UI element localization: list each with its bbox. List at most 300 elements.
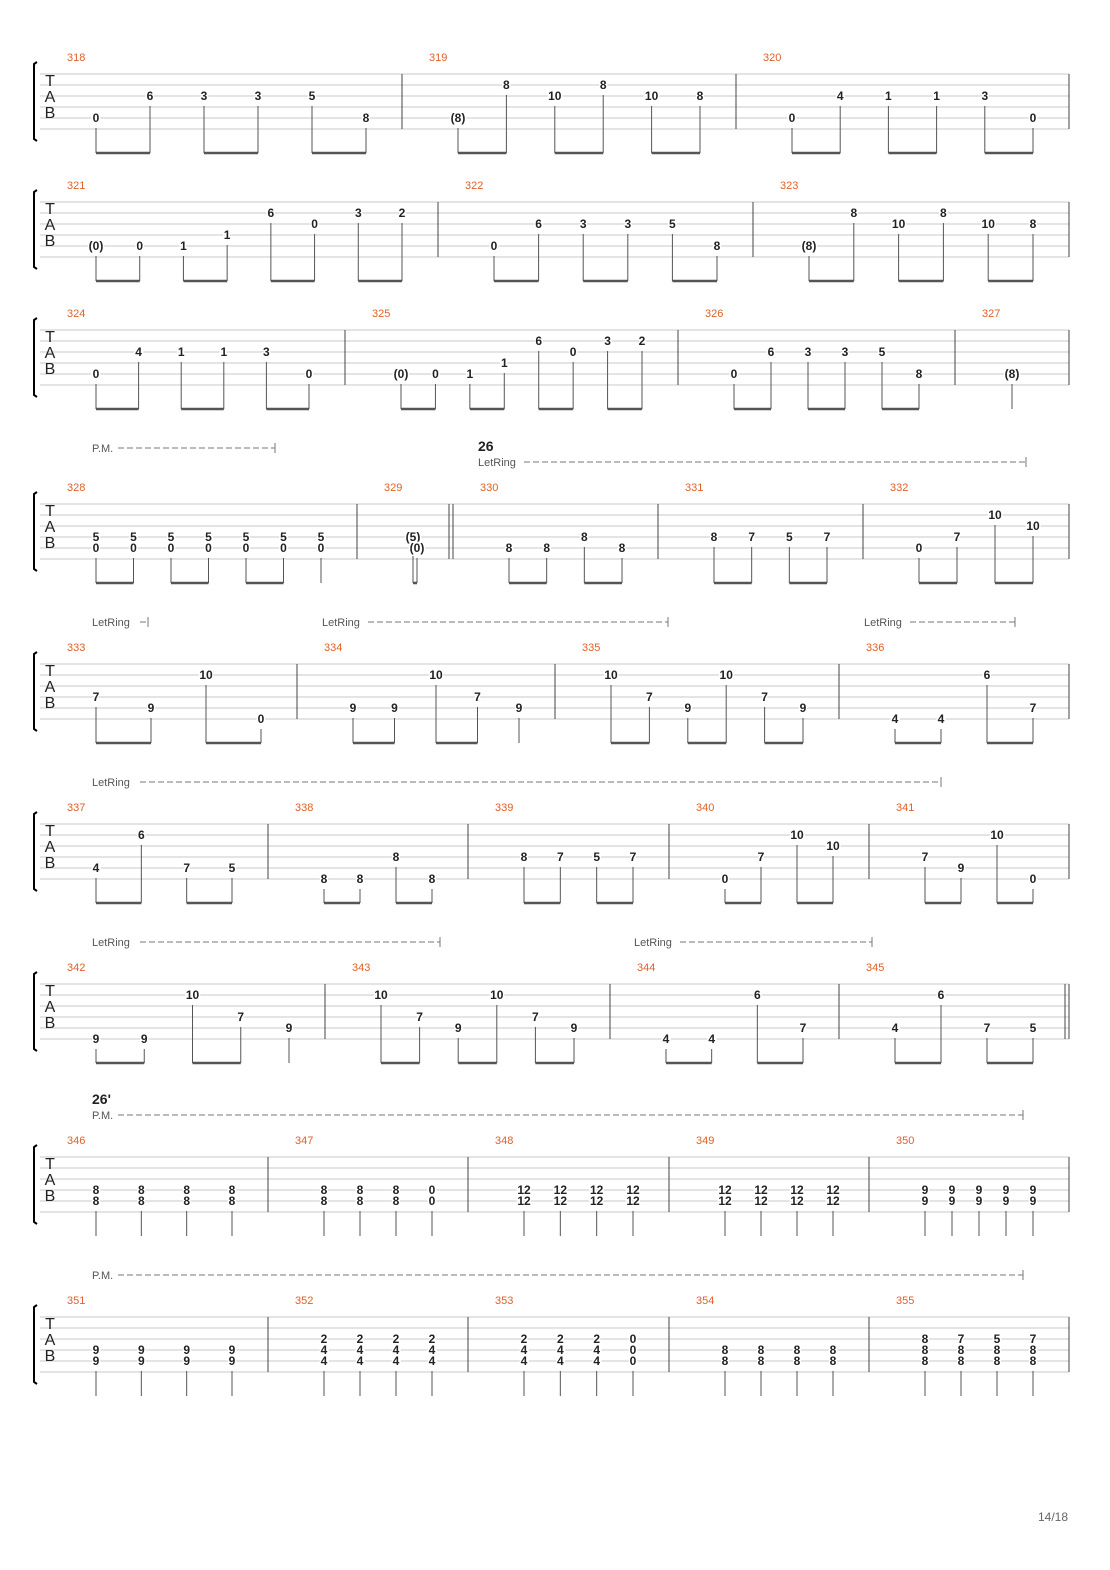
measure-number: 332: [890, 482, 909, 494]
system-bracket: [34, 812, 37, 891]
fret-number: 4: [428, 1343, 436, 1357]
system-bracket: [34, 190, 37, 269]
fret-number: 9: [92, 1032, 100, 1046]
measure-number: 331: [685, 482, 704, 494]
measure-number: 341: [896, 802, 915, 814]
fret-number: 8: [710, 530, 718, 544]
fret-number: 4: [593, 1343, 601, 1357]
measure-number: 320: [763, 52, 782, 64]
fret-number: 8: [392, 850, 400, 864]
section-marker: 26': [92, 1091, 111, 1107]
fret-number: 9: [1002, 1194, 1010, 1208]
tab-clef-letter: B: [44, 105, 56, 122]
measure-number: 334: [324, 642, 343, 654]
fret-number: 7: [799, 1021, 807, 1035]
tab-clef-letter: T: [45, 663, 55, 680]
tab-clef-letter: A: [44, 217, 56, 234]
fret-number: 8: [993, 1354, 1001, 1368]
fret-number: 8: [1029, 1354, 1037, 1368]
fret-number: 5: [317, 530, 325, 544]
fret-number: 1: [223, 228, 231, 242]
fret-number: 10: [988, 508, 1002, 522]
fret-number: 0: [167, 541, 175, 555]
fret-number: 5: [993, 1332, 1001, 1346]
fret-number: 8: [183, 1194, 191, 1208]
fret-number: 8: [957, 1354, 965, 1368]
fret-number: 8: [721, 1354, 729, 1368]
fret-number: 7: [629, 850, 637, 864]
fret-number: 2: [593, 1332, 601, 1346]
fret-number: 8: [757, 1343, 765, 1357]
measure-number: 343: [352, 962, 371, 974]
fret-number: 3: [254, 89, 262, 103]
fret-number: 8: [505, 541, 513, 555]
measure-number: 338: [295, 802, 314, 814]
tab-clef-letter: A: [44, 519, 56, 536]
fret-number: 9: [948, 1194, 956, 1208]
fret-number: 9: [183, 1354, 191, 1368]
fret-number: 7: [92, 690, 100, 704]
measure-number: 330: [480, 482, 499, 494]
fret-number: 10: [490, 988, 504, 1002]
fret-number: 4: [428, 1354, 436, 1368]
fret-number: 2: [320, 1332, 328, 1346]
fret-number: 10: [429, 668, 443, 682]
fret-number: 6: [535, 217, 542, 231]
fret-number: 4: [392, 1354, 400, 1368]
fret-number: 7: [953, 530, 961, 544]
fret-number: 8: [829, 1354, 837, 1368]
fret-number: 4: [92, 861, 100, 875]
fret-number: 7: [957, 1332, 965, 1346]
fret-number: 9: [285, 1021, 293, 1035]
measure-number: 340: [696, 802, 715, 814]
fret-number: 10: [185, 988, 200, 1002]
tab-system: [34, 777, 1069, 903]
tab-clef-letter: B: [44, 855, 56, 872]
fret-number: 8: [713, 239, 721, 253]
fret-number: 3: [624, 217, 632, 231]
fret-number: 0: [317, 541, 325, 555]
fret-number: 2: [520, 1332, 528, 1346]
fret-number: 5: [92, 530, 100, 544]
measure-number: 329: [384, 482, 403, 494]
fret-number: 4: [556, 1343, 564, 1357]
fret-number: 9: [684, 701, 692, 715]
fret-number: 8: [320, 1183, 328, 1197]
fret-number: 10: [891, 217, 906, 231]
measure-number: 354: [696, 1295, 715, 1307]
fret-number: 9: [975, 1183, 983, 1197]
fret-number: (0): [409, 541, 425, 555]
measure-number: 344: [637, 962, 656, 974]
fret-number: 8: [921, 1354, 929, 1368]
fret-number: 6: [146, 89, 154, 103]
fret-number: 8: [850, 206, 858, 220]
fret-number: 4: [320, 1354, 328, 1368]
fret-number: 10: [790, 828, 804, 842]
fret-number: 5: [1029, 1021, 1037, 1035]
measure-number: 355: [896, 1295, 915, 1307]
fret-number: 6: [535, 334, 543, 348]
fret-number: 0: [257, 712, 265, 726]
fret-number: 10: [981, 217, 995, 231]
measure-number: 324: [67, 308, 86, 320]
fret-number: 8: [1029, 217, 1037, 231]
fret-number: 8: [793, 1343, 801, 1357]
tab-clef-letter: A: [44, 1332, 56, 1349]
measure-number: 318: [67, 52, 86, 64]
tab-system: [34, 438, 1069, 583]
fret-number: (8): [1004, 367, 1020, 381]
fret-number: 10: [374, 988, 388, 1002]
fret-number: 10: [826, 839, 840, 853]
fret-number: 8: [362, 111, 370, 125]
fret-number: 5: [593, 850, 601, 864]
fret-number: 3: [200, 89, 208, 103]
tab-system: [34, 52, 1069, 153]
fret-number: 7: [921, 850, 929, 864]
fret-number: 5: [228, 861, 236, 875]
tab-clef-letter: A: [44, 679, 56, 696]
fret-number: 7: [237, 1010, 245, 1024]
fret-number: 0: [629, 1332, 637, 1346]
fret-number: 12: [826, 1194, 840, 1208]
fret-number: 5: [242, 530, 250, 544]
fret-number: 12: [553, 1194, 568, 1208]
fret-number: 6: [767, 345, 775, 359]
fret-number: 4: [708, 1032, 716, 1046]
fret-number: 9: [570, 1021, 578, 1035]
tab-clef-letter: T: [45, 1316, 55, 1333]
fret-number: 5: [280, 530, 287, 544]
fret-number: 8: [228, 1194, 236, 1208]
annotation-label: LetRing: [478, 457, 516, 469]
annotation-label: LetRing: [864, 617, 902, 629]
fret-number: 10: [719, 668, 733, 682]
fret-number: 8: [757, 1354, 765, 1368]
fret-number: 10: [990, 828, 1004, 842]
fret-number: 5: [669, 217, 676, 231]
fret-number: 12: [626, 1194, 640, 1208]
fret-number: 0: [242, 541, 250, 555]
fret-number: 0: [428, 1183, 436, 1197]
fret-number: 0: [490, 239, 498, 253]
fret-number: 9: [183, 1343, 191, 1357]
fret-number: (0): [393, 367, 409, 381]
fret-number: 4: [356, 1343, 364, 1357]
fret-number: 8: [721, 1343, 729, 1357]
fret-number: 0: [205, 541, 212, 555]
fret-number: 9: [92, 1354, 100, 1368]
fret-number: 3: [354, 206, 362, 220]
fret-number: 8: [921, 1343, 929, 1357]
fret-number: 7: [474, 690, 481, 704]
fret-number: 0: [629, 1343, 637, 1357]
fret-number: 8: [183, 1183, 191, 1197]
tab-clef-letter: T: [45, 1156, 55, 1173]
fret-number: 8: [921, 1332, 929, 1346]
measure-number: 325: [372, 308, 391, 320]
fret-number: 0: [92, 111, 100, 125]
fret-number: 7: [1029, 1332, 1037, 1346]
system-bracket: [34, 318, 37, 397]
fret-number: 8: [392, 1183, 400, 1197]
measure-number: 321: [67, 180, 86, 192]
tab-clef-letter: B: [44, 535, 56, 552]
fret-number: 7: [183, 861, 191, 875]
fret-number: 7: [646, 690, 653, 704]
fret-number: (0): [88, 239, 104, 253]
fret-number: 10: [604, 668, 618, 682]
fret-number: 7: [757, 850, 765, 864]
fret-number: 5: [167, 530, 175, 544]
tab-clef-letter: A: [44, 345, 56, 362]
system-bracket: [34, 652, 37, 731]
fret-number: 5: [878, 345, 886, 359]
tab-clef-letter: B: [44, 233, 56, 250]
annotation-label: P.M.: [92, 1270, 114, 1282]
fret-number: 8: [696, 89, 704, 103]
fret-number: 8: [137, 1183, 145, 1197]
fret-number: 12: [517, 1183, 531, 1197]
fret-number: 0: [428, 1194, 436, 1208]
fret-number: 8: [829, 1343, 837, 1357]
measure-number: 335: [582, 642, 601, 654]
fret-number: 12: [718, 1194, 732, 1208]
fret-number: 1: [933, 89, 940, 103]
fret-number: 9: [948, 1183, 956, 1197]
annotation-label: LetRing: [634, 937, 672, 949]
fret-number: 2: [428, 1332, 436, 1346]
fret-number: 1: [220, 345, 228, 359]
fret-number: (8): [801, 239, 817, 253]
fret-number: 10: [548, 89, 562, 103]
tab-clef-letter: B: [44, 695, 56, 712]
fret-number: 4: [937, 712, 945, 726]
fret-number: 1: [177, 345, 185, 359]
fret-number: 3: [804, 345, 812, 359]
fret-number: 4: [836, 89, 844, 103]
fret-number: 6: [937, 988, 945, 1002]
fret-number: 9: [228, 1343, 236, 1357]
fret-number: 8: [320, 872, 328, 886]
fret-number: 7: [556, 850, 564, 864]
tab-clef-letter: A: [44, 1172, 56, 1189]
fret-number: 8: [356, 1183, 364, 1197]
fret-number: 8: [137, 1194, 145, 1208]
tab-clef-letter: T: [45, 823, 55, 840]
fret-number: 9: [921, 1194, 929, 1208]
fret-number: 8: [580, 530, 588, 544]
measure-number: 323: [780, 180, 799, 192]
fret-number: 9: [454, 1021, 462, 1035]
system-bracket: [34, 972, 37, 1051]
fret-number: 4: [891, 712, 899, 726]
fret-number: 4: [392, 1343, 400, 1357]
fret-number: 0: [280, 541, 287, 555]
fret-number: 0: [92, 367, 100, 381]
fret-number: 12: [826, 1183, 840, 1197]
fret-number: 0: [311, 217, 318, 231]
annotation-label: P.M.: [92, 443, 114, 455]
fret-number: 0: [432, 367, 439, 381]
measure-number: 345: [866, 962, 885, 974]
fret-number: 12: [589, 1194, 604, 1208]
fret-number: 9: [957, 861, 965, 875]
fret-number: 0: [92, 541, 100, 555]
fret-number: 2: [638, 334, 646, 348]
fret-number: (5): [405, 530, 421, 544]
tab-clef-letter: A: [44, 89, 56, 106]
measure-number: 326: [705, 308, 724, 320]
fret-number: 2: [356, 1332, 364, 1346]
fret-number: 9: [975, 1194, 983, 1208]
fret-number: 8: [543, 541, 551, 555]
fret-number: 0: [130, 541, 137, 555]
annotation-label: LetRing: [92, 617, 130, 629]
measure-number: 322: [465, 180, 484, 192]
fret-number: 7: [1029, 701, 1037, 715]
fret-number: 10: [644, 89, 659, 103]
fret-number: 1: [885, 89, 892, 103]
fret-number: 9: [1029, 1194, 1037, 1208]
fret-number: 8: [228, 1183, 236, 1197]
tab-system: [34, 1091, 1069, 1236]
measure-number: 319: [429, 52, 448, 64]
fret-number: 4: [662, 1032, 670, 1046]
fret-number: (8): [450, 111, 466, 125]
fret-number: 5: [308, 89, 316, 103]
annotation-label: LetRing: [322, 617, 360, 629]
fret-number: 12: [754, 1183, 768, 1197]
fret-number: 4: [320, 1343, 328, 1357]
system-bracket: [34, 62, 37, 141]
fret-number: 4: [593, 1354, 601, 1368]
fret-number: 9: [921, 1183, 929, 1197]
tab-clef-letter: B: [44, 361, 56, 378]
fret-number: 10: [1026, 519, 1040, 533]
fret-number: 0: [788, 111, 796, 125]
fret-number: 9: [137, 1354, 145, 1368]
fret-number: 8: [503, 78, 510, 92]
fret-number: 8: [940, 206, 947, 220]
measure-number: 348: [495, 1135, 514, 1147]
fret-number: 6: [267, 206, 275, 220]
fret-number: 6: [137, 828, 145, 842]
fret-number: 9: [1002, 1183, 1010, 1197]
fret-number: 1: [466, 367, 474, 381]
fret-number: 8: [356, 872, 364, 886]
measure-number: 333: [67, 642, 86, 654]
fret-number: 1: [500, 356, 508, 370]
fret-number: 9: [228, 1354, 236, 1368]
measure-number: 346: [67, 1135, 86, 1147]
fret-number: 8: [618, 541, 626, 555]
fret-number: 8: [599, 78, 607, 92]
fret-number: 1: [180, 239, 187, 253]
fret-number: 7: [532, 1010, 539, 1024]
tab-clef-letter: B: [44, 1188, 56, 1205]
annotation-label: LetRing: [92, 937, 130, 949]
fret-number: 0: [730, 367, 738, 381]
measure-number: 328: [67, 482, 86, 494]
fret-number: 9: [147, 701, 155, 715]
fret-number: 9: [1029, 1183, 1037, 1197]
fret-number: 7: [761, 690, 768, 704]
measure-number: 351: [67, 1295, 86, 1307]
fret-number: 7: [823, 530, 831, 544]
fret-number: 12: [754, 1194, 768, 1208]
fret-number: 8: [793, 1354, 801, 1368]
tab-clef-letter: T: [45, 73, 55, 90]
fret-number: 8: [993, 1343, 1001, 1357]
fret-number: 9: [515, 701, 523, 715]
measure-number: 352: [295, 1295, 314, 1307]
tab-system: [34, 180, 1069, 281]
fret-number: 6: [753, 988, 761, 1002]
tab-clef-letter: B: [44, 1348, 56, 1365]
fret-number: 7: [748, 530, 756, 544]
fret-number: 8: [915, 367, 923, 381]
fret-number: 12: [589, 1183, 604, 1197]
fret-number: 9: [799, 701, 807, 715]
fret-number: 12: [790, 1183, 804, 1197]
fret-number: 4: [135, 345, 142, 359]
fret-number: 0: [305, 367, 313, 381]
fret-number: 7: [416, 1010, 423, 1024]
fret-number: 8: [957, 1343, 965, 1357]
fret-number: 3: [263, 345, 270, 359]
fret-number: 9: [92, 1343, 100, 1357]
fret-number: 5: [785, 530, 793, 544]
fret-number: 2: [398, 206, 406, 220]
fret-number: 4: [356, 1354, 364, 1368]
measure-number: 337: [67, 802, 86, 814]
fret-number: 4: [520, 1354, 528, 1368]
fret-number: 0: [1029, 872, 1037, 886]
fret-number: 8: [392, 1194, 400, 1208]
fret-number: 3: [841, 345, 849, 359]
measure-number: 350: [896, 1135, 915, 1147]
measure-number: 349: [696, 1135, 715, 1147]
fret-number: 2: [392, 1332, 400, 1346]
tab-clef-letter: B: [44, 1015, 56, 1032]
measure-number: 342: [67, 962, 86, 974]
tab-system: [34, 617, 1069, 743]
system-bracket: [34, 1305, 37, 1384]
annotation-label: P.M.: [92, 1110, 114, 1122]
fret-number: 7: [983, 1021, 991, 1035]
fret-number: 5: [130, 530, 137, 544]
fret-number: 0: [136, 239, 144, 253]
fret-number: 9: [349, 701, 357, 715]
fret-number: 8: [356, 1194, 364, 1208]
tab-system: [34, 937, 1069, 1063]
fret-number: 4: [891, 1021, 899, 1035]
fret-number: 5: [205, 530, 212, 544]
fret-number: 0: [569, 345, 577, 359]
measure-number: 336: [866, 642, 885, 654]
fret-number: 9: [391, 701, 398, 715]
tab-clef-letter: T: [45, 329, 55, 346]
fret-number: 8: [428, 872, 436, 886]
tab-clef-letter: T: [45, 503, 55, 520]
fret-number: 8: [320, 1194, 328, 1208]
section-marker: 26: [478, 438, 494, 454]
fret-number: 0: [1029, 111, 1037, 125]
fret-number: 12: [553, 1183, 568, 1197]
